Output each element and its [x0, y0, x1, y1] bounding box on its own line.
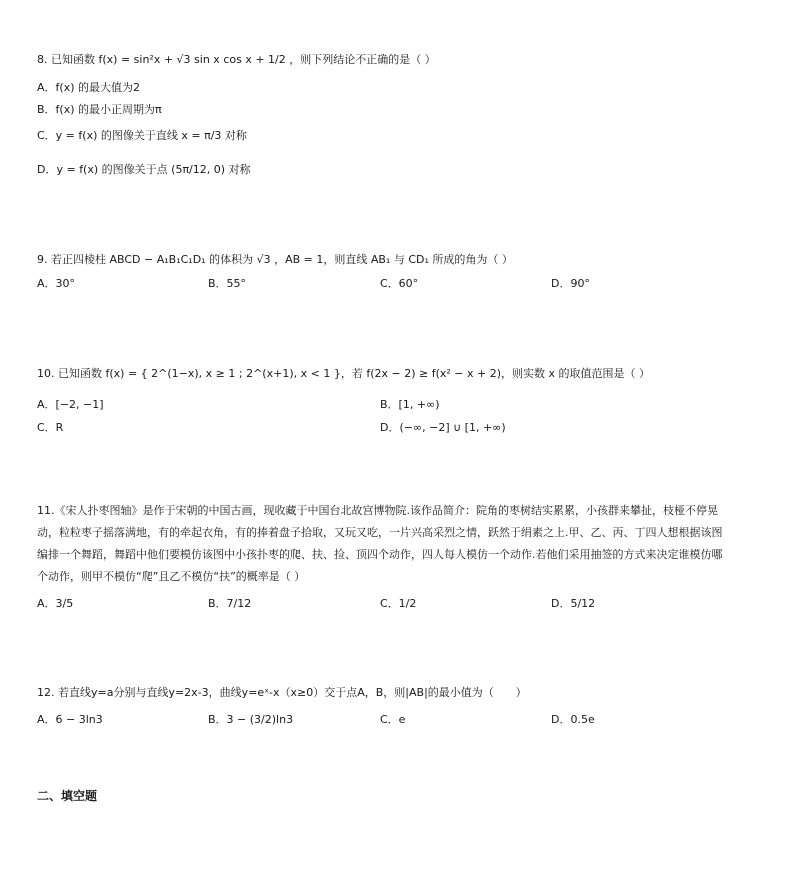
q8-option-d: D．y = f(x) 的图像关于点 (5π/12, 0) 对称 [37, 163, 251, 176]
q10-option-d: D．(−∞, −2] ∪ [1, +∞) [380, 421, 506, 434]
q8-option-a: A．f(x) 的最大值为2 [37, 81, 140, 94]
q9-option-b: B．55° [208, 277, 247, 290]
q12-option-b: B．3 − (3/2)ln3 [208, 713, 294, 726]
q12-option-d: D．0.5e [551, 713, 595, 726]
q10-stem: 10. 已知函数 f(x) = { 2^(1−x), x ≥ 1 ; 2^(x+1), x < 1 }，若 f(2x − 2) ≥ f(x² − x + 2)，则实数 x 的取值范围是（ ） [37, 367, 651, 380]
q8-option-b: B．f(x) 的最小正周期为π [37, 103, 162, 116]
q9-option-a: A．30° [37, 277, 76, 290]
q11-stem [37, 500, 723, 588]
q11-option-b: B．7/12 [208, 597, 252, 610]
q8-option-c: C．y = f(x) 的图像关于直线 x = π/3 对称 [37, 129, 247, 142]
q12-option-c: C．e [380, 713, 406, 726]
q9-option-d: D．90° [551, 277, 590, 290]
q9-option-c: C．60° [380, 277, 419, 290]
q11-option-c: C．1/2 [380, 597, 417, 610]
q10-option-a: A．[−2, −1] [37, 398, 104, 411]
q11-line-3: 编排一个舞蹈，舞蹈中他们要模仿该图中小孩扑枣的爬、扶、捡、顶四个动作，四人每人模仿一个动作.若他们采用抽签的方式来决定谁模仿哪 [37, 548, 723, 561]
q12-stem: 12. 若直线y=a分别与直线y=2x-3，曲线y=eˣ-x（x≥0）交于点A，B，则|AB|的最小值为（ ） [37, 686, 527, 699]
q10-option-b: B．[1, +∞) [380, 398, 440, 411]
q9-stem: 9. 若正四棱柱 ABCD − A₁B₁C₁D₁ 的体积为 √3 ，AB = 1，则直线 AB₁ 与 CD₁ 所成的角为（ ） [37, 253, 513, 266]
q11-line-4: 个动作，则甲不模仿“爬”且乙不模仿“扶”的概率是（ ） [37, 570, 306, 583]
q10-option-c: C．R [37, 421, 64, 434]
q11-line-1: 11.《宋人扑枣图轴》是作于宋朝的中国古画，现收藏于中国台北故宫博物院.该作品简介：院角的枣树结实累累，小孩群来攀扯，枝桠不停晃 [37, 504, 718, 517]
section-heading-fill-in-blank: 二、填空题 [37, 789, 98, 803]
q12-option-a: A．6 − 3ln3 [37, 713, 103, 726]
q8-stem: 8. 已知函数 f(x) = sin²x + √3 sin x cos x + 1/2 ，则下列结论不正确的是（ ） [37, 53, 436, 66]
q11-option-a: A．3/5 [37, 597, 74, 610]
q11-option-d: D．5/12 [551, 597, 596, 610]
q11-line-2: 动，粒粒枣子摇落满地，有的牵起衣角，有的捧着盘子拾取，又玩又吃，一片兴高采烈之情，跃然于绢素之上.甲、乙、丙、丁四人想根据该图 [37, 526, 723, 539]
